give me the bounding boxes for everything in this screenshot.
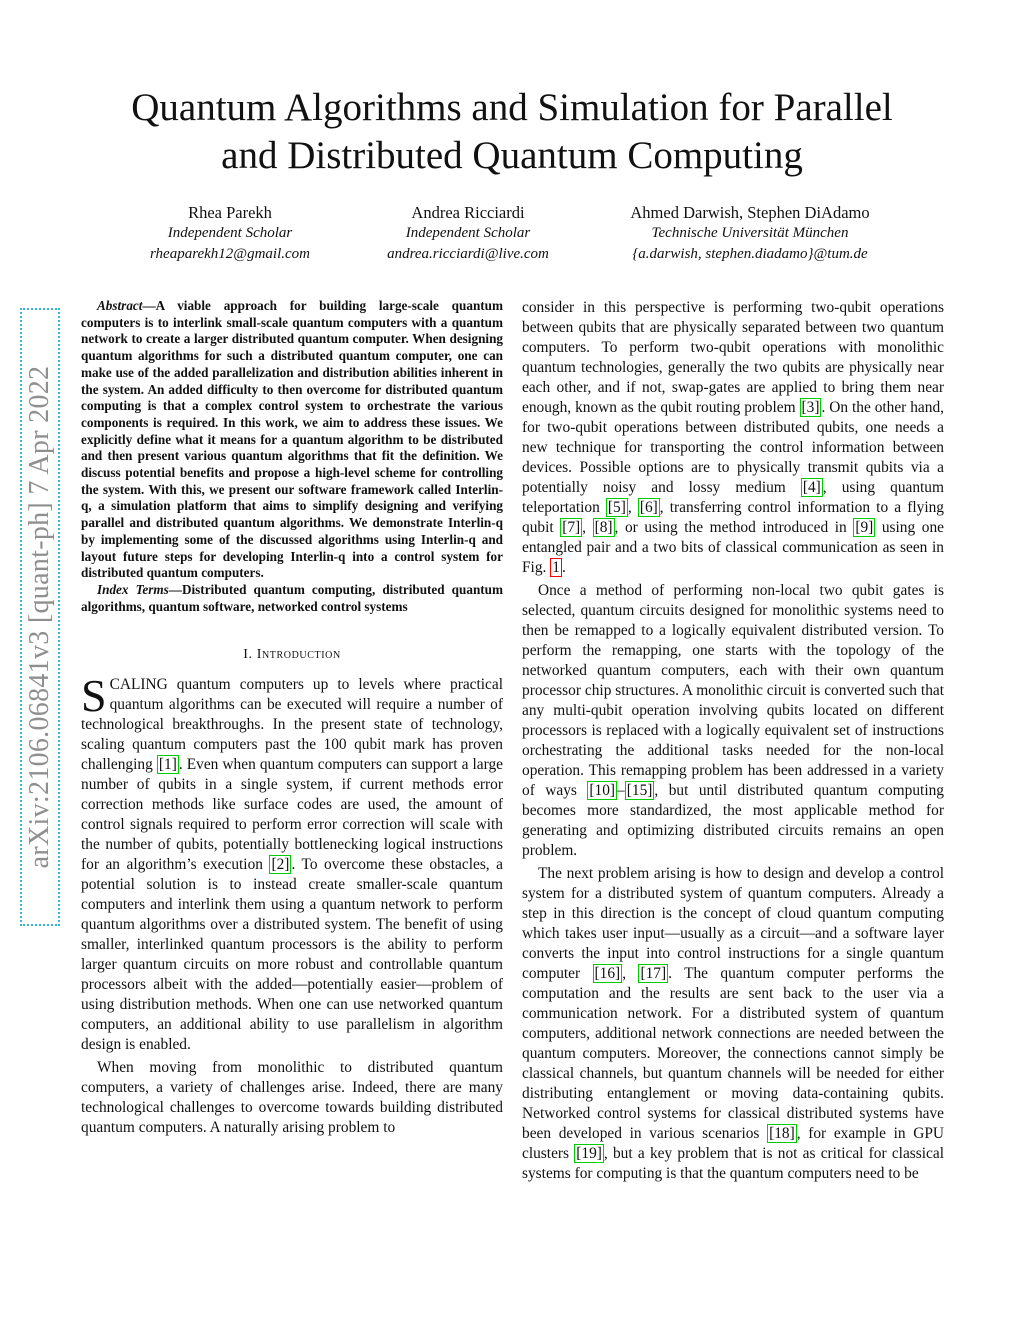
text-run: . [561, 559, 566, 576]
text-run: , transferring control information to a flying qubit [522, 499, 944, 536]
text-run: , using quantum teleportation [522, 479, 944, 516]
citation-link[interactable]: [5] [607, 499, 626, 516]
section-title: Introduction [256, 647, 341, 663]
intro-paragraph-2: When moving from monolithic to distributed quantum computers, a variety of challenges arise. Indeed, there are many technological challenges to overcome towards building distributed quantum computers. A naturally arising problem to [81, 1059, 503, 1137]
text-run: The next problem arising is how to design and develop a control system for a distributed system of quantum computers. Already a step in this direction is the concept of cloud quantum computing which takes user input—usually as a circuit—and a software layer converts the input into control instructions for a single quantum computer [522, 865, 944, 982]
text-run: using one entangled pair and a two bits of classical communication as seen in Fig. [522, 519, 944, 576]
author-affiliation: Technische Universität München [651, 225, 849, 241]
author-email[interactable]: andrea.ricciardi@live.com [387, 246, 549, 262]
text-run: , but a key problem that is not as critical for classical systems for computing is that the quantum computers need to be [522, 1145, 944, 1182]
drop-cap: S [81, 670, 107, 722]
title-line-1: Quantum Algorithms and Simulation for Parallel [131, 86, 893, 129]
text-run: . To overcome these obstacles, a potential solution is to instead create smaller-scale quantum computers and interlink them using a quantum network to perform quantum algorithms over a distributed system. The benefit of using smaller, interlinked quantum processors is the ability to perform larger quantum circuits on more robust and controllable quantum processors albeit with the added—potentially easier—problem of using distribution methods. When one can use networked quantum computers, an additional ability to use parallelism in algorithm design is enabled. [81, 856, 504, 1054]
text-run: Once a method of performing non-local two qubit gates is selected, quantum circuits designed for monolithic systems need to then be remapped to a logically equivalent distributed version. To perform the remapping, one starts with the topology of the networked quantum computers, each with their own quantum processor chip structures. A monolithic circuit is converted such that any multi-qubit operation involving qubits located on different processors is replaced with a logically equivalent set of instructions orchestrating the additional tasks needed for the non-local operation. This remapping problem has been addressed in a variety of ways [522, 582, 944, 799]
citation-link[interactable]: [17] [640, 965, 667, 982]
intro-paragraph-2-continued [522, 298, 944, 578]
author-affiliation: Independent Scholar [167, 225, 293, 241]
citation-link[interactable]: [3] [801, 399, 820, 416]
text-run: . The quantum computer performs the computation and the results are sent back to the user via a communication network. For a distributed system of quantum computers, additional network connections are needed between the quantum computers. Moreover, the connections cannot simply be classical channels, but quantum channels will be needed for either distributing entanglement or moving data-containing qubits. Networked control systems for classical distributed systems have been developed in various scenarios [522, 965, 944, 1142]
section-heading-introduction [81, 645, 503, 665]
author-block-3 [600, 202, 900, 265]
left-column [81, 298, 503, 1138]
citation-link[interactable]: [7] [562, 519, 581, 536]
citation-link[interactable]: [8] [594, 519, 613, 536]
author-name: Rhea Parekh [188, 203, 272, 222]
author-email[interactable]: {a.darwish, stephen.diadamo}@tum.de [632, 246, 868, 262]
citation-link[interactable]: [15] [626, 782, 653, 799]
intro-paragraph-3 [522, 581, 944, 861]
citation-link[interactable]: [2] [271, 856, 290, 874]
arxiv-stamp[interactable] [20, 308, 60, 926]
text-run: , [582, 519, 593, 536]
figure-reference-link[interactable]: 1 [552, 559, 560, 576]
index-terms [81, 582, 503, 615]
citation-link[interactable]: [16] [594, 965, 621, 982]
author-affiliation: Independent Scholar [405, 225, 531, 241]
text-run: . Even when quantum computers can support a large number of qubits in a single system, if current methods error correction methods like surface codes are used, the amount of control signals required to perform error correction will scale with the number of qubits, potentially bottlenecking logical instructions for an algorithm’s execution [81, 756, 503, 874]
author-name: Ahmed Darwish, Stephen DiAdamo [630, 203, 870, 222]
text-run: – [617, 782, 625, 799]
author-email[interactable]: rheaparekh12@gmail.com [149, 246, 311, 262]
text-run: , [622, 965, 639, 982]
text-run: , or using the method introduced in [614, 519, 854, 536]
citation-link[interactable]: [9] [855, 519, 874, 536]
section-number: I. [243, 647, 253, 663]
intro-paragraph-1 [81, 670, 504, 1055]
abstract-label: Abstract [97, 298, 143, 313]
abstract-text: —A viable approach for building large-scale quantum computers is to interlink small-scale quantum computers with a quantum network to create a larger distributed quantum computer. When designing quantum algorithms for such a distributed quantum computer, one can make use of the added parallelization and distribution abilities inherent in the system. An added difficulty to then overcome for distributed quantum computing is that a complex control system to orchestrate the various components is required. In this work, we aim to address these issues. We explicitly define what it means for a quantum algorithm to be distributed and then present various quantum algorithms that fit the definition. We discuss potential benefits and propose a high-level scheme for controlling the system. With this, we present our software framework called Interlin-q, a simulation platform that aims to simplify designing and verifying parallel and distributed quantum algorithms. We demonstrate Interlin-q by implementing some of the discussed algorithms using Interlin-q and layout future steps for developing Interlin-q into a control system for distributed quantum computers. [81, 298, 503, 581]
citation-link[interactable]: [4] [802, 479, 821, 496]
author-name: Andrea Ricciardi [411, 203, 525, 222]
citation-link[interactable]: [18] [769, 1125, 795, 1142]
text-run: quantum computers up to levels where practical quantum algorithms can be executed will require a number of technological breakthroughs. In the present state of technology, scaling quantum computers past the 100 qubit mark has proven challenging [81, 676, 503, 774]
text-run: , [627, 499, 638, 516]
citation-link[interactable]: [10] [589, 782, 616, 799]
text-run: , but until distributed quantum computing becomes more standardized, the most applicable method for generating and optimizing distributed circuits remains an open problem. [522, 782, 944, 859]
author-block-2 [368, 202, 568, 265]
paper-title [0, 84, 1024, 180]
citation-link[interactable]: [1] [158, 756, 177, 774]
text-run: consider in this perspective is performing two-qubit operations between qubits that are physically separated between two quantum computers. To perform two-qubit operations with monolithic quantum technologies, generally the two qubits are physically near each other, and if not, swap-gates are applied to bring them near enough, known as the qubit routing problem [522, 299, 944, 416]
title-line-2: and Distributed Quantum Computing [221, 134, 803, 177]
citation-link[interactable]: [19] [576, 1145, 602, 1162]
drop-cap-continuation: CALING [109, 676, 168, 694]
index-terms-text: —Distributed quantum computing, distributed quantum algorithms, quantum software, networked control systems [81, 581, 503, 614]
intro-paragraph-4 [522, 864, 944, 1184]
text-run: , for example in GPU clusters [522, 1125, 944, 1162]
citation-link[interactable]: [6] [639, 499, 658, 516]
abstract [81, 298, 503, 582]
text-run: . On the other hand, for two-qubit operations between distributed qubits, one needs a new technique for transporting the control information between devices. Possible options are to physically transmit qubits via a potentially noisy and lossy medium [522, 399, 944, 496]
index-terms-label: Index Terms [97, 581, 169, 597]
right-column [522, 298, 944, 1184]
author-block-1 [130, 202, 330, 265]
arxiv-id[interactable]: arXiv:2106.06841v3 [quant-ph] 7 Apr 2022 [24, 365, 55, 869]
